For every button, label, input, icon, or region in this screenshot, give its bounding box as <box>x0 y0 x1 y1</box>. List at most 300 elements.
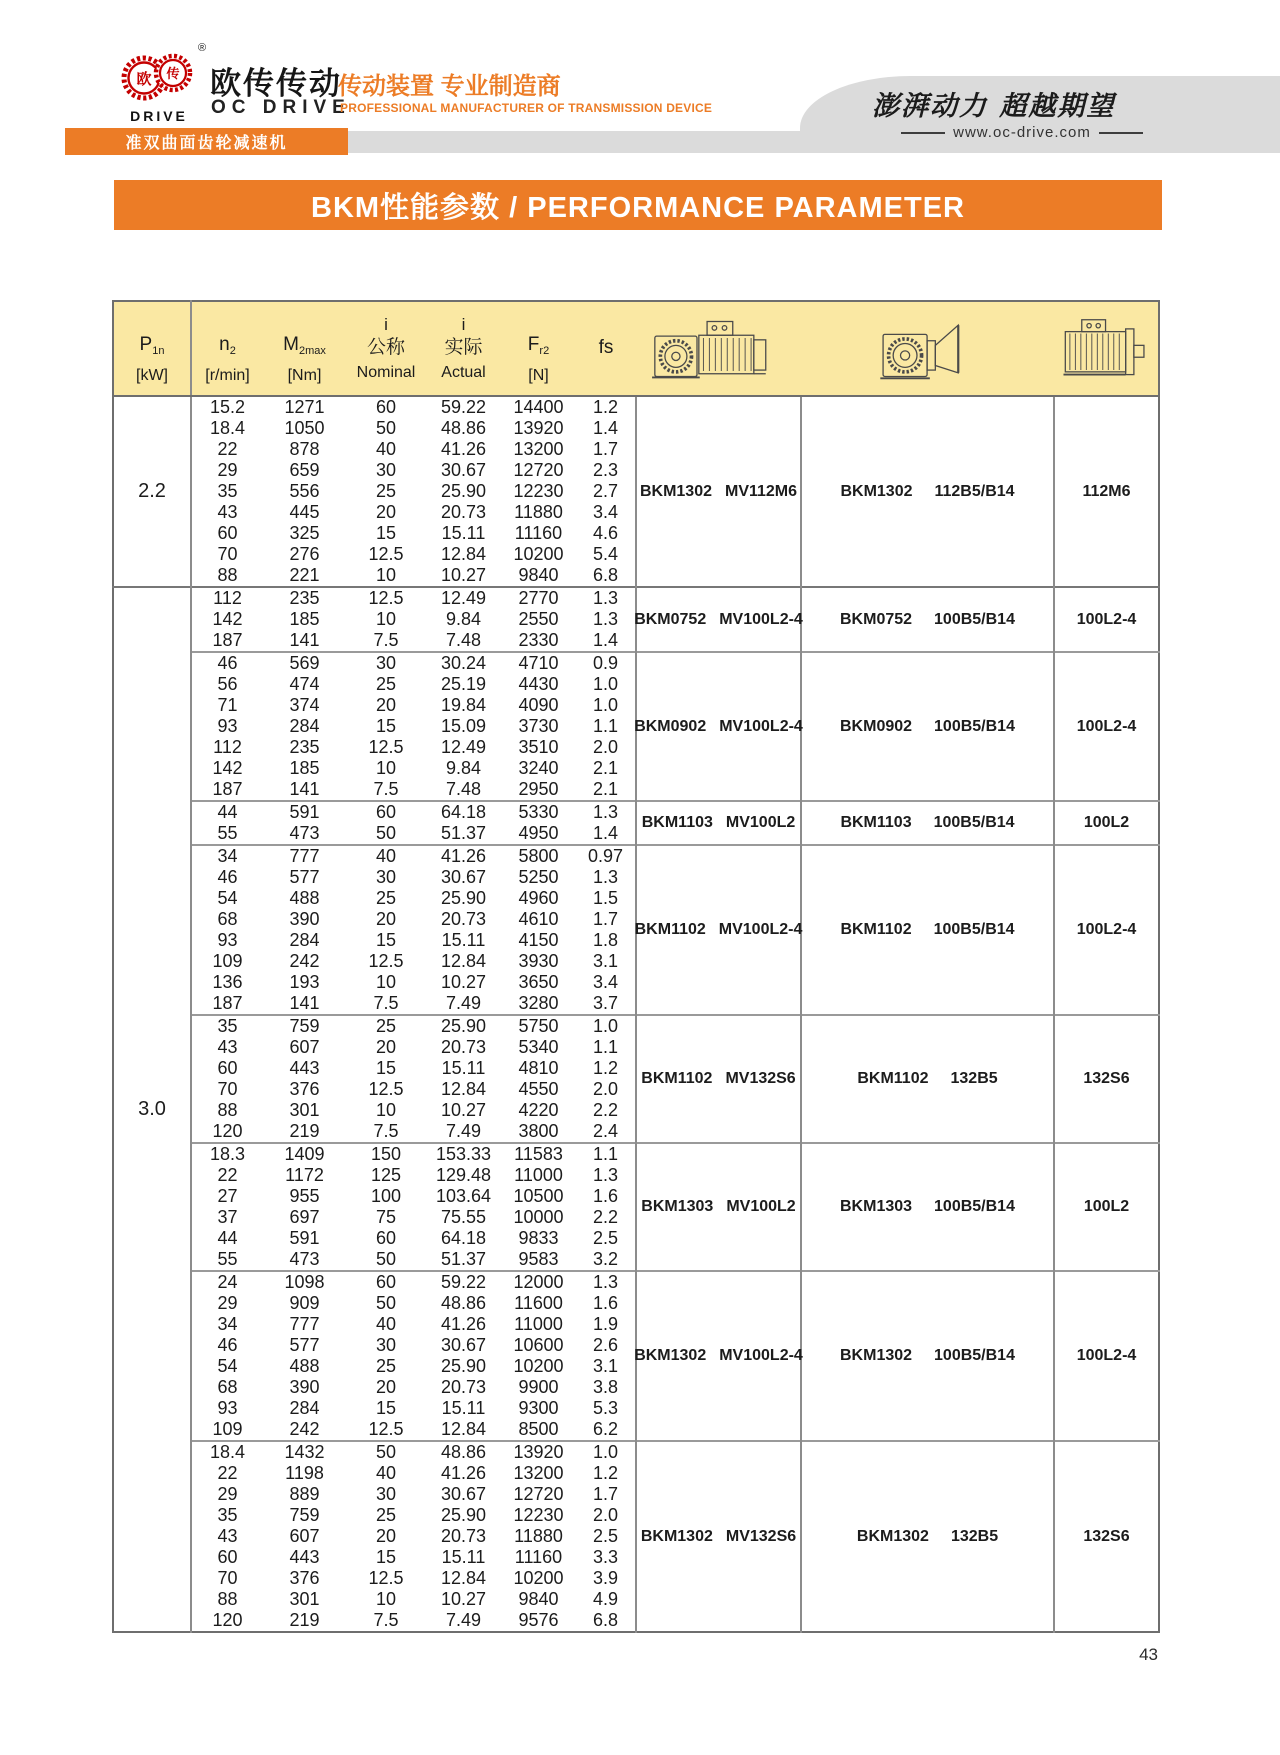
i-actual-value: 15.11 <box>441 1398 486 1418</box>
i-actual-value: 7.49 <box>445 1610 482 1630</box>
m2max-value: 141 <box>289 630 320 650</box>
n2-value: 109 <box>212 1419 243 1439</box>
column-header-motor-icon <box>1054 301 1159 396</box>
motor-frame-model: 132S6 <box>1054 1441 1159 1632</box>
m2max-value: 488 <box>289 888 320 908</box>
i-nominal-value: 40 <box>375 1314 397 1334</box>
m2max-value: 284 <box>289 930 320 950</box>
i-actual-value: 12.84 <box>440 1419 487 1439</box>
i-nominal-value: 10 <box>375 758 397 778</box>
i-nominal-value: 60 <box>346 801 426 823</box>
n2-value: 46 <box>217 1335 238 1355</box>
i-actual-value: 15.11 <box>441 1058 486 1078</box>
m2max-value: 390 <box>289 909 320 929</box>
fr2-value: 10000 <box>513 1207 564 1227</box>
fs-value: 2.0 <box>592 1079 619 1099</box>
i-nominal-value: 20 <box>375 502 397 522</box>
fs-value: 6.8 <box>592 565 619 585</box>
fr2-value: 2330 <box>518 630 559 650</box>
fr2-value: 11160 <box>514 523 563 543</box>
i-nominal-value: 30 <box>375 867 397 887</box>
m2max-value: 759 <box>289 1505 320 1525</box>
i-nominal-value: 15 <box>375 1058 397 1078</box>
i-nominal-value: 50 <box>375 418 397 438</box>
i-actual-value: 20.73 <box>440 909 487 929</box>
i-actual-value: 20.73 <box>440 1526 487 1546</box>
n2-value: 27 <box>217 1186 238 1206</box>
m2max-value: 141 <box>289 779 320 799</box>
i-actual-value: 10.27 <box>440 1100 487 1120</box>
n2-value: 93 <box>217 716 238 736</box>
column-header-gearbox-flange-icon <box>801 301 1054 396</box>
gearbox-flange-model: BKM0902 100B5/B14 <box>801 652 1054 801</box>
n2-value: 37 <box>217 1207 238 1227</box>
i-nominal-value: 50 <box>375 1249 397 1269</box>
i-nominal-value: 100 <box>370 1186 402 1206</box>
i-actual-value: 51.37 <box>440 1249 487 1269</box>
i-nominal-value: 60 <box>346 1271 426 1293</box>
i-actual-value: 30.24 <box>426 652 501 674</box>
i-nominal-value: 25 <box>346 1015 426 1037</box>
n2-value: 18.4 <box>191 1441 263 1463</box>
i-actual-value: 20.73 <box>440 1377 487 1397</box>
logo-gear-left-char: 欧 <box>136 71 152 88</box>
m2max-value: 325 <box>289 523 320 543</box>
fr2-value: 13200 <box>513 439 564 459</box>
i-actual-value: 75.55 <box>440 1207 487 1227</box>
motor-frame-model: 132S6 <box>1054 1015 1159 1143</box>
fr2-value: 5330 <box>501 801 576 823</box>
fr2-value: 4610 <box>518 909 559 929</box>
fr2-value: 3510 <box>518 737 559 757</box>
fs-value: 0.97 <box>576 845 636 867</box>
i-actual-value: 59.22 <box>426 1271 501 1293</box>
fr2-value: 12230 <box>513 1505 564 1525</box>
i-nominal-value: 75 <box>375 1207 397 1227</box>
website-row <box>872 124 1172 141</box>
fr2-value: 2770 <box>501 587 576 609</box>
fs-value: 3.2 <box>592 1249 619 1269</box>
fr2-value: 3730 <box>518 716 559 736</box>
i-nominal-value: 30 <box>375 460 397 480</box>
i-actual-value: 12.49 <box>440 737 487 757</box>
i-actual-value: 20.73 <box>440 502 487 522</box>
gearbox-flange-model: BKM1303 100B5/B14 <box>801 1143 1054 1271</box>
i-actual-value: 41.26 <box>440 439 487 459</box>
n2-value: 120 <box>212 1610 243 1630</box>
fr2-value: 12230 <box>513 481 564 501</box>
i-nominal-value: 12.5 <box>368 1568 404 1588</box>
n2-value: 46 <box>217 867 238 887</box>
fr2-value: 4810 <box>518 1058 559 1078</box>
n2-value: 88 <box>217 565 238 585</box>
i-nominal-value: 40 <box>346 845 426 867</box>
n2-value: 35 <box>191 1015 263 1037</box>
motor-frame-model: 100L2-4 <box>1054 1271 1159 1441</box>
gearbox-motor-model: BKM1102 MV132S6 <box>636 1015 801 1143</box>
i-nominal-value: 60 <box>375 397 397 417</box>
fs-value: 2.2 <box>592 1207 619 1227</box>
i-actual-value: 41.26 <box>440 1463 487 1483</box>
i-nominal-value: 12.5 <box>368 1419 404 1439</box>
i-nominal-value: 25 <box>375 674 397 694</box>
i-actual-value: 48.86 <box>440 1293 487 1313</box>
i-actual-value: 10.27 <box>440 972 487 992</box>
n2-value: 93 <box>217 930 238 950</box>
m2max-value: 1271 <box>284 397 325 417</box>
n2-value: 15.2 <box>209 397 246 417</box>
i-actual-value: 15.11 <box>441 523 486 543</box>
fs-value: 1.7 <box>592 909 619 929</box>
fr2-value: 10500 <box>513 1186 564 1206</box>
i-nominal-value: 60 <box>375 1228 397 1248</box>
fr2-value: 3650 <box>518 972 559 992</box>
m2max-value: 284 <box>289 1398 320 1418</box>
gearbox-motor-model: BKM0752 MV100L2-4 <box>636 587 801 652</box>
i-nominal-value: 10 <box>375 1589 397 1609</box>
tagline-cn: 传动装置 专业制造商 <box>338 73 561 100</box>
fr2-value: 13920 <box>501 1441 576 1463</box>
fs-value: 3.8 <box>592 1377 619 1397</box>
m2max-value: 276 <box>289 544 320 564</box>
column-header-p1n: $P_{1n}$ [kW] <box>113 301 191 396</box>
fr2-value: 4710 <box>501 652 576 674</box>
fs-value: 0.9 <box>576 652 636 674</box>
gearbox-motor-model: BKM1103 MV100L2 <box>636 801 801 845</box>
i-actual-value: 12.84 <box>440 951 487 971</box>
i-actual-value: 41.26 <box>440 1314 487 1334</box>
i-nominal-value: 25 <box>375 481 397 501</box>
n2-value: 70 <box>217 1079 238 1099</box>
gearbox-motor-model: BKM1303 MV100L2 <box>636 1143 801 1271</box>
fs-value: 1.6 <box>592 1293 619 1313</box>
m2max-value: 777 <box>289 1314 320 1334</box>
n2-value: 70 <box>217 544 238 564</box>
m2max-value: 1050 <box>284 418 325 438</box>
fs-value: 5.3 <box>592 1398 619 1418</box>
i-nominal-value: 50 <box>346 1441 426 1463</box>
fr2-value: 12720 <box>513 460 564 480</box>
i-actual-value: 7.49 <box>445 1121 482 1141</box>
fs-value: 1.1 <box>592 716 619 736</box>
i-nominal-value: 25 <box>375 1356 397 1376</box>
fs-value: 1.1 <box>592 1037 619 1057</box>
n2-value: 29 <box>217 1484 238 1504</box>
m2max-value: 185 <box>289 609 320 629</box>
m2max-value: 445 <box>289 502 320 522</box>
i-nominal-value: 12.5 <box>346 587 426 609</box>
fs-value: 2.1 <box>592 758 619 778</box>
power-group-cell: 3.0 <box>113 587 191 1632</box>
m2max-value: 235 <box>263 587 346 609</box>
fs-value: 3.7 <box>592 993 619 1013</box>
table-row <box>113 845 1159 867</box>
i-nominal-value: 12.5 <box>368 737 404 757</box>
i-actual-value: 25.90 <box>440 1505 487 1525</box>
fr2-value: 9840 <box>518 565 559 585</box>
i-nominal-value: 40 <box>375 439 397 459</box>
i-nominal-value: 20 <box>375 909 397 929</box>
n2-value: 54 <box>217 888 238 908</box>
fr2-value: 12720 <box>513 1484 564 1504</box>
m2max-value: 1198 <box>285 1463 324 1483</box>
fs-value: 1.4 <box>592 823 619 843</box>
i-nominal-value: 10 <box>375 609 397 629</box>
m2max-value: 284 <box>289 716 320 736</box>
i-nominal-value: 12.5 <box>368 1079 404 1099</box>
n2-value: 35 <box>217 1505 238 1525</box>
fr2-value: 3240 <box>518 758 559 778</box>
i-nominal-value: 10 <box>375 565 397 585</box>
fr2-value: 11880 <box>514 1526 563 1546</box>
fr2-value: 5800 <box>501 845 576 867</box>
i-actual-value: 51.37 <box>440 823 487 843</box>
dash-line <box>1099 132 1143 134</box>
logo-drive-label: DRIVE <box>130 108 188 124</box>
m2max-value: 141 <box>289 993 320 1013</box>
section-banner-title: BKM性能参数 / PERFORMANCE PARAMETER <box>114 180 1162 230</box>
motor-frame-model: 100L2-4 <box>1054 652 1159 801</box>
i-nominal-value: 15 <box>375 1398 397 1418</box>
i-actual-value: 30.67 <box>440 1484 487 1504</box>
m2max-value: 777 <box>263 845 346 867</box>
i-actual-value: 9.84 <box>445 609 482 629</box>
m2max-value: 1172 <box>285 1165 324 1185</box>
tagline-en: PROFESSIONAL MANUFACTURER OF TRANSMISSION DEVICE <box>340 101 713 115</box>
m2max-value: 591 <box>289 1228 320 1248</box>
m2max-value: 569 <box>263 652 346 674</box>
i-actual-value: 7.49 <box>445 993 482 1013</box>
website-url: www.oc-drive.com <box>953 124 1091 141</box>
n2-value: 18.4 <box>209 418 246 438</box>
motor-frame-model: 100L2-4 <box>1054 845 1159 1015</box>
fs-value: 2.4 <box>592 1121 619 1141</box>
i-nominal-value: 20 <box>375 1377 397 1397</box>
n2-value: 24 <box>191 1271 263 1293</box>
n2-value: 68 <box>217 1377 238 1397</box>
i-actual-value: 12.84 <box>440 544 487 564</box>
m2max-value: 889 <box>289 1484 320 1504</box>
gearbox-motor-model: BKM1302 MV132S6 <box>636 1441 801 1632</box>
fr2-value: 11583 <box>501 1143 576 1165</box>
n2-value: 35 <box>217 481 238 501</box>
n2-value: 29 <box>217 1293 238 1313</box>
i-nominal-value: 20 <box>375 1037 397 1057</box>
fs-value: 1.4 <box>592 418 619 438</box>
logo-gear-right-char: 传 <box>166 66 180 81</box>
i-actual-value: 41.26 <box>426 845 501 867</box>
m2max-value: 556 <box>289 481 320 501</box>
fr2-value: 4150 <box>518 930 559 950</box>
n2-value: 44 <box>217 1228 238 1248</box>
performance-parameter-table <box>112 300 1160 1633</box>
fr2-value: 11600 <box>514 1293 563 1313</box>
table-row <box>113 801 1159 823</box>
motor-frame-model: 100L2 <box>1054 801 1159 845</box>
i-actual-value: 15.11 <box>441 930 486 950</box>
fs-value: 1.0 <box>592 674 619 694</box>
m2max-value: 376 <box>289 1079 320 1099</box>
i-nominal-value: 50 <box>375 1293 397 1313</box>
fs-value: 1.3 <box>592 867 619 887</box>
gearbox-motor-model: BKM1302 MV112M6 <box>636 396 801 587</box>
i-nominal-value: 25 <box>375 1505 397 1525</box>
n2-value: 55 <box>217 1249 238 1269</box>
i-actual-value: 25.90 <box>440 481 487 501</box>
fs-value: 2.2 <box>592 1100 619 1120</box>
m2max-value: 301 <box>289 1589 320 1609</box>
m2max-value: 443 <box>289 1058 320 1078</box>
n2-value: 22 <box>217 1165 238 1185</box>
column-header-fs: fs <box>576 301 636 396</box>
n2-value: 43 <box>217 502 238 522</box>
m2max-value: 955 <box>289 1186 320 1206</box>
fs-value: 1.6 <box>592 1186 619 1206</box>
fr2-value: 5250 <box>518 867 559 887</box>
fs-value: 2.0 <box>592 737 619 757</box>
n2-value: 187 <box>212 630 243 650</box>
gearbox-flange-model: BKM1103 100B5/B14 <box>801 801 1054 845</box>
i-actual-value: 9.84 <box>445 758 482 778</box>
fr2-value: 2950 <box>518 779 559 799</box>
n2-value: 54 <box>217 1356 238 1376</box>
n2-value: 187 <box>212 993 243 1013</box>
fr2-value: 14400 <box>513 397 564 417</box>
brand-name-cn: 欧传传动 <box>210 66 342 101</box>
gearbox-motor-model: BKM1102 MV100L2-4 <box>636 845 801 1015</box>
i-actual-value: 7.48 <box>445 630 482 650</box>
column-header-fr2: $F_{r2}$ [N] <box>501 301 576 396</box>
n2-value: 60 <box>217 1058 238 1078</box>
m2max-value: 473 <box>289 1249 320 1269</box>
i-actual-value: 15.11 <box>441 1547 486 1567</box>
i-actual-value: 12.84 <box>440 1079 487 1099</box>
i-nominal-value: 10 <box>375 1100 397 1120</box>
i-actual-value: 25.90 <box>440 1356 487 1376</box>
i-actual-value: 129.48 <box>435 1165 492 1185</box>
m2max-value: 591 <box>263 801 346 823</box>
fr2-value: 9833 <box>518 1228 559 1248</box>
fr2-value: 13200 <box>513 1463 564 1483</box>
i-actual-value: 19.84 <box>440 695 487 715</box>
m2max-value: 219 <box>289 1610 320 1630</box>
table-row <box>113 1015 1159 1037</box>
fs-value: 2.5 <box>592 1526 619 1546</box>
i-actual-value: 12.84 <box>440 1568 487 1588</box>
n2-value: 22 <box>217 439 238 459</box>
fs-value: 1.3 <box>576 587 636 609</box>
fr2-value: 10200 <box>513 1356 564 1376</box>
n2-value: 68 <box>217 909 238 929</box>
fs-value: 1.4 <box>592 630 619 650</box>
m2max-value: 242 <box>289 951 320 971</box>
m2max-value: 443 <box>289 1547 320 1567</box>
m2max-value: 1098 <box>263 1271 346 1293</box>
fs-value: 1.3 <box>576 1271 636 1293</box>
i-actual-value: 25.90 <box>440 888 487 908</box>
n2-value: 187 <box>212 779 243 799</box>
fs-value: 1.2 <box>592 1058 619 1078</box>
page-number: 43 <box>1139 1645 1158 1664</box>
fs-value: 6.8 <box>592 1610 619 1630</box>
m2max-value: 909 <box>289 1293 320 1313</box>
fr2-value: 3800 <box>518 1121 559 1141</box>
fr2-value: 4950 <box>518 823 559 843</box>
fs-value: 2.7 <box>592 481 619 501</box>
fs-value: 1.7 <box>592 439 619 459</box>
i-actual-value: 15.09 <box>440 716 487 736</box>
m2max-value: 473 <box>289 823 320 843</box>
fs-value: 2.3 <box>592 460 619 480</box>
column-header-n2: $n_2$ [r/min] <box>191 301 263 396</box>
n2-value: 34 <box>191 845 263 867</box>
fs-value: 1.0 <box>592 695 619 715</box>
motor-frame-model: 100L2 <box>1054 1143 1159 1271</box>
fs-value: 1.9 <box>592 1314 619 1334</box>
n2-value: 22 <box>217 1463 238 1483</box>
category-tag: 准双曲面齿轮减速机 <box>65 128 348 155</box>
fs-value: 5.4 <box>592 544 619 564</box>
i-actual-value: 64.18 <box>426 801 501 823</box>
m2max-value: 607 <box>289 1037 320 1057</box>
fr2-value: 4220 <box>518 1100 559 1120</box>
fs-value: 3.4 <box>592 502 619 522</box>
n2-value: 71 <box>217 695 238 715</box>
gearbox-flange-model: BKM1302 100B5/B14 <box>801 1271 1054 1441</box>
i-nominal-value: 30 <box>346 652 426 674</box>
column-header-i-actual: i 实际 Actual <box>426 301 501 396</box>
i-actual-value: 20.73 <box>440 1037 487 1057</box>
motor-frame-model: 100L2-4 <box>1054 587 1159 652</box>
m2max-value: 219 <box>289 1121 320 1141</box>
table-row <box>113 396 1159 418</box>
i-nominal-value: 20 <box>375 695 397 715</box>
fs-value: 4.9 <box>592 1589 619 1609</box>
fr2-value: 10200 <box>513 544 564 564</box>
fr2-value: 5750 <box>501 1015 576 1037</box>
m2max-value: 1432 <box>263 1441 346 1463</box>
fr2-value: 3280 <box>518 993 559 1013</box>
power-group-cell: 2.2 <box>113 396 191 587</box>
i-actual-value: 7.48 <box>445 779 482 799</box>
i-nominal-value: 15 <box>375 716 397 736</box>
m2max-value: 697 <box>289 1207 320 1227</box>
m2max-value: 607 <box>289 1526 320 1546</box>
fr2-value: 5340 <box>518 1037 559 1057</box>
fs-value: 1.7 <box>592 1484 619 1504</box>
fr2-value: 11160 <box>514 1547 563 1567</box>
motor-frame-model: 112M6 <box>1054 396 1159 587</box>
i-nominal-value: 7.5 <box>373 993 399 1013</box>
fs-value: 1.8 <box>592 930 619 950</box>
n2-value: 93 <box>217 1398 238 1418</box>
n2-value: 112 <box>191 587 263 609</box>
fr2-value: 10200 <box>513 1568 564 1588</box>
gearbox-motor-model: BKM1302 MV100L2-4 <box>636 1271 801 1441</box>
fs-value: 1.5 <box>592 888 619 908</box>
n2-value: 88 <box>217 1100 238 1120</box>
m2max-value: 577 <box>289 1335 320 1355</box>
i-nominal-value: 7.5 <box>373 779 399 799</box>
m2max-value: 193 <box>289 972 320 992</box>
brand-slogan: 澎湃动力 超越期望 <box>872 91 1116 122</box>
fr2-value: 4090 <box>518 695 559 715</box>
fr2-value: 9840 <box>518 1589 559 1609</box>
i-nominal-value: 30 <box>375 1484 397 1504</box>
fs-value: 1.2 <box>592 1463 619 1483</box>
i-nominal-value: 15 <box>375 523 397 543</box>
fs-value: 1.3 <box>576 801 636 823</box>
